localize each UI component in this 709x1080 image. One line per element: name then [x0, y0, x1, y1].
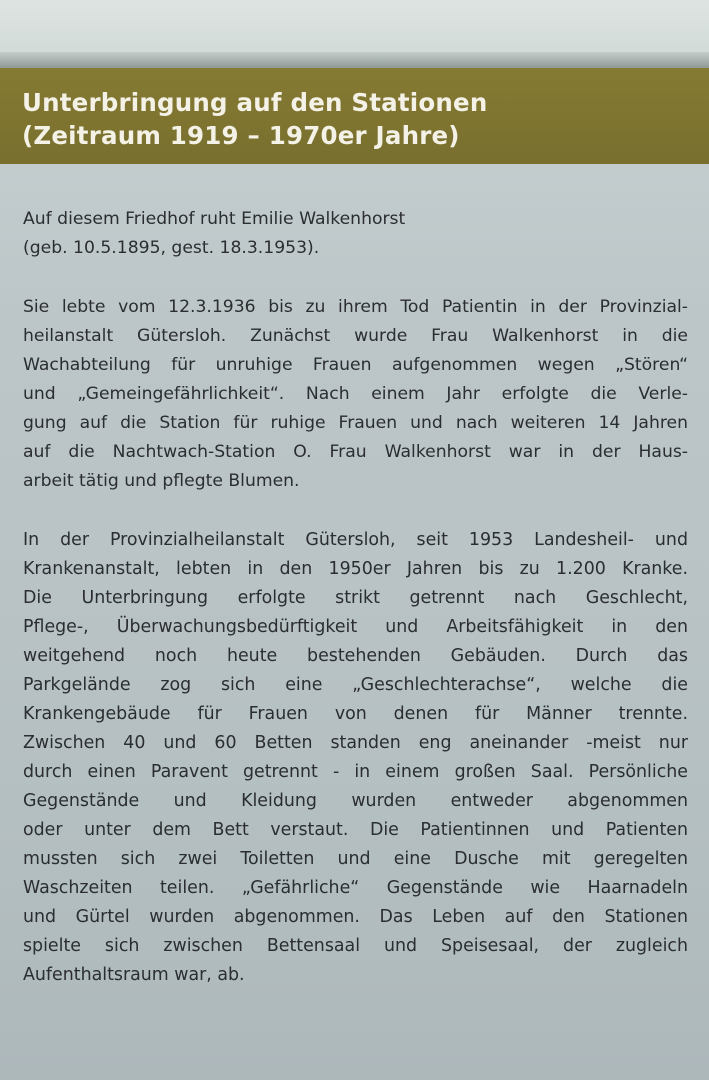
paragraph-accommodation-line: Parkgelände zog sich eine „Geschlechterachse“, welche die	[23, 675, 688, 695]
paragraph-biography-line: arbeit tätig und pflegte Blumen.	[23, 471, 300, 491]
paragraph-accommodation-line: und Gürtel wurden abgenommen. Das Leben auf den Stationen	[23, 907, 688, 927]
paragraph-accommodation-line: Die Unterbringung erfolgte strikt getrennt nach Geschlecht,	[23, 588, 688, 608]
paragraph-accommodation-line: Aufenthaltsraum war, ab.	[23, 965, 245, 985]
paragraph-accommodation-line: Pflege-, Überwachungsbedürftigkeit und Arbeitsfähigkeit in den	[23, 617, 688, 637]
paragraph-biography-line: gung auf die Station für ruhige Frauen und nach weiteren 14 Jahren	[23, 413, 688, 433]
paragraph-accommodation-line: spielte sich zwischen Bettensaal und Speisesaal, der zugleich	[23, 936, 688, 956]
paragraph-intro-line: Auf diesem Friedhof ruht Emilie Walkenhorst	[23, 209, 406, 229]
paragraph-accommodation-line: Krankengebäude für Frauen von denen für Männer trennte.	[23, 704, 688, 724]
paragraph-biography-line: und „Gemeingefährlichkeit“. Nach einem Jahr erfolgte die Verle-	[23, 384, 688, 404]
paragraph-accommodation-line: Zwischen 40 und 60 Betten standen eng aneinander -meist nur	[23, 733, 688, 753]
sign-top-edge	[0, 52, 709, 68]
sign-body-text	[23, 205, 688, 1020]
paragraph-intro-line: (geb. 10.5.1895, gest. 18.3.1953).	[23, 238, 320, 258]
paragraph-biography-line: auf die Nachtwach-Station O. Frau Walkenhorst war in der Haus-	[23, 442, 688, 462]
title-line-2: (Zeitraum 1919 – 1970er Jahre)	[22, 121, 460, 150]
paragraph-intro	[23, 205, 688, 263]
title-bar	[0, 68, 709, 164]
paragraph-accommodation-line: durch einen Paravent getrennt - in einem großen Saal. Persönliche	[23, 762, 688, 782]
paragraph-accommodation-line: In der Provinzialheilanstalt Gütersloh, seit 1953 Landesheil- und	[23, 530, 688, 550]
paragraph-accommodation	[23, 526, 688, 990]
paragraph-biography-line: heilanstalt Gütersloh. Zunächst wurde Frau Walkenhorst in die	[23, 326, 688, 346]
paragraph-biography-line: Sie lebte vom 12.3.1936 bis zu ihrem Tod Patientin in der Provinzial-	[23, 297, 688, 317]
paragraph-biography	[23, 293, 688, 496]
paragraph-accommodation-line: Krankenanstalt, lebten in den 1950er Jahren bis zu 1.200 Kranke.	[23, 559, 688, 579]
paragraph-biography-line: Wachabteilung für unruhige Frauen aufgenommen wegen „Stören“	[23, 355, 688, 375]
title-line-1: Unterbringung auf den Stationen	[22, 88, 488, 117]
paragraph-accommodation-line: mussten sich zwei Toiletten und eine Dusche mit geregelten	[23, 849, 688, 869]
sign-top-band	[0, 0, 709, 58]
paragraph-accommodation-line: Gegenstände und Kleidung wurden entweder abgenommen	[23, 791, 688, 811]
paragraph-accommodation-line: oder unter dem Bett verstaut. Die Patientinnen und Patienten	[23, 820, 688, 840]
paragraph-accommodation-line: Waschzeiten teilen. „Gefährliche“ Gegenstände wie Haarnadeln	[23, 878, 688, 898]
paragraph-accommodation-line: weitgehend noch heute bestehenden Gebäuden. Durch das	[23, 646, 688, 666]
